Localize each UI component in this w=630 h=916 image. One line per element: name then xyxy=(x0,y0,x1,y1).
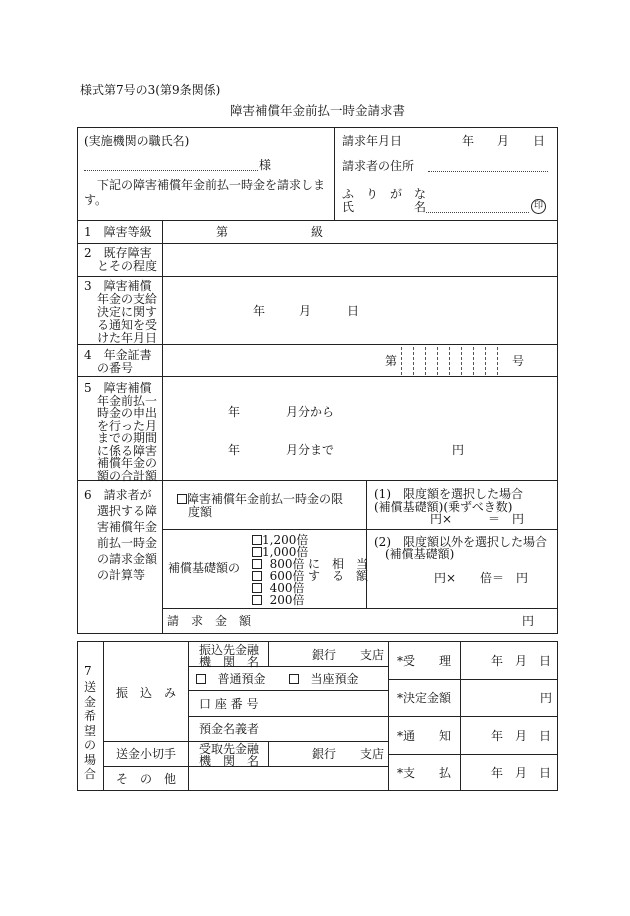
rule xyxy=(162,529,558,530)
shiharai-label: *支 払 xyxy=(397,766,452,780)
row6-label-line5: の請求金額 xyxy=(97,552,158,566)
row3-label-line4: る通知を受 xyxy=(97,318,158,332)
mult-label: 400倍 xyxy=(269,581,305,595)
kettei-label: *決定金額 xyxy=(397,691,452,705)
opt2-line3: 円× 倍＝ 円 xyxy=(434,571,529,585)
mult-label: 800倍 xyxy=(269,557,305,571)
row6-label-line2: 選択する障 xyxy=(97,504,158,518)
rule xyxy=(77,376,558,377)
rule xyxy=(188,716,388,717)
equiv-line1: に 相 当 xyxy=(308,557,369,571)
row5-label-line2: 年金前払一 xyxy=(97,393,158,408)
request-text-line1: 下記の障害補償年金前払一時金を請求しま xyxy=(97,178,326,192)
row5-from-year: 年 xyxy=(228,405,241,419)
row5-to-month: 月分まで xyxy=(286,443,335,457)
mult-checkbox[interactable] xyxy=(252,595,262,605)
furikomi-bank-label-line1: 振込先金融 xyxy=(199,643,260,657)
cert-digit-box[interactable] xyxy=(497,347,498,375)
row6-label-line1: 6 請求者が xyxy=(84,488,152,502)
juri-date: 年 月 日 xyxy=(491,654,552,668)
mult-checkbox[interactable] xyxy=(252,559,262,569)
name-label: 氏 名 xyxy=(342,200,427,214)
tsuchi-label: *通 知 xyxy=(397,729,452,743)
request-text-line2: す。 xyxy=(84,193,108,207)
row1-label: 1 障害等級 xyxy=(84,225,152,239)
kettei-yen: 円 xyxy=(540,691,553,705)
opt1-line3: 円× ＝ 円 xyxy=(430,512,525,526)
institution-label: (実施機関の職氏名) xyxy=(84,134,190,148)
furikomi-bank-label-line2: 機 関 名 xyxy=(199,655,260,669)
cert-digit-box[interactable] xyxy=(485,347,486,375)
opt1-line2: (補償基礎額)(乗ずべき数) xyxy=(374,500,513,514)
juri-label: *受 理 xyxy=(397,654,452,668)
rule xyxy=(366,480,367,608)
mult-checkbox[interactable] xyxy=(252,571,262,581)
rule xyxy=(103,641,104,791)
opt2-line1: (2) 限度額以外を選択した場合 xyxy=(374,535,547,549)
cert-digit-box[interactable] xyxy=(401,347,402,375)
rule xyxy=(268,741,269,766)
tsuchi-date: 年 月 日 xyxy=(491,729,552,743)
mult-label: 1,000倍 xyxy=(262,545,309,559)
futsu-option[interactable] xyxy=(196,672,265,686)
row3-label-line1: 3 障害補償 xyxy=(84,279,152,293)
receive-bank-label-line2: 機 関 名 xyxy=(199,754,260,768)
section7-number: 7 xyxy=(84,664,92,678)
row5-label-line4: を行った月 xyxy=(97,418,158,433)
opt2-line2: (補償基礎額) xyxy=(385,547,455,561)
rule xyxy=(388,716,558,717)
row3-month: 月 xyxy=(299,304,312,318)
row6-label-line6: の計算等 xyxy=(97,568,146,582)
toza-label: 当座預金 xyxy=(310,672,359,686)
row2-label-line2: とその程度 xyxy=(97,259,158,273)
account-number-label: 口 座 番 号 xyxy=(199,697,259,711)
section7-title: 送金希望の場合 xyxy=(83,680,96,781)
shiharai-date: 年 月 日 xyxy=(491,766,552,780)
row5-label-line3: 時金の申出 xyxy=(97,406,158,420)
furigana-label: ふ り が な xyxy=(342,187,427,201)
request-date-label: 請求年月日 xyxy=(342,134,403,148)
mult-option[interactable] xyxy=(252,593,305,607)
mult-label: 1,200倍 xyxy=(262,533,309,547)
toza-checkbox[interactable] xyxy=(289,674,299,684)
row3-label-line3: 決定に関す xyxy=(97,305,158,319)
claim-amount-yen: 円 xyxy=(522,614,535,628)
cert-digit-box[interactable] xyxy=(449,347,450,375)
cert-digit-box[interactable] xyxy=(473,347,474,375)
rule xyxy=(388,679,558,680)
rule xyxy=(77,276,558,277)
rule xyxy=(334,127,335,220)
toza-option[interactable] xyxy=(289,672,358,686)
branch2-label: 支店 xyxy=(360,747,385,761)
row5-total-yen: 円 xyxy=(452,443,465,457)
mult-checkbox[interactable] xyxy=(252,547,262,557)
row5-label-line1: 5 障害補償 xyxy=(84,381,152,395)
sama-label: 様 xyxy=(259,158,272,172)
row1-dai: 第 xyxy=(216,225,229,239)
rule xyxy=(77,243,558,244)
check-label: 送金小切手 xyxy=(116,747,177,761)
row5-label-line7: 補償年金の xyxy=(97,456,158,470)
date-year: 年 xyxy=(462,134,475,148)
cert-digit-box[interactable] xyxy=(461,347,462,375)
account-name-label: 預金名義者 xyxy=(199,722,260,736)
mult-label: 600倍 xyxy=(269,569,305,583)
row3-label-line2: 年金の支給 xyxy=(97,292,158,306)
claim-amount-label: 請 求 金 額 xyxy=(167,614,252,628)
date-month: 月 xyxy=(497,134,510,148)
date-day: 日 xyxy=(533,134,546,148)
row3-label-line5: けた年月日 xyxy=(97,331,158,345)
rule xyxy=(388,754,558,755)
cert-digit-box[interactable] xyxy=(413,347,414,375)
equiv-line2: す る 額 xyxy=(308,569,369,583)
row5-label-line5: までの期間 xyxy=(97,431,158,445)
row4-label-line2: の番号 xyxy=(97,361,134,375)
row6-label-line3: 害補償年金 xyxy=(97,520,158,534)
branch-label: 支店 xyxy=(360,648,385,662)
seal-icon: 印 xyxy=(531,199,546,214)
row5-to-year: 年 xyxy=(228,443,241,457)
limit-label-line1: 障害補償年金前払一時金の限 xyxy=(187,492,344,506)
form-title: 障害補償年金前払一時金請求書 xyxy=(230,103,406,118)
row2-label-line1: 2 既存障害 xyxy=(84,246,152,260)
futsu-label: 普通預金 xyxy=(217,672,266,686)
name-field[interactable] xyxy=(426,212,529,213)
rule xyxy=(162,220,163,634)
bank-label: 銀行 xyxy=(312,648,337,662)
mult-label: 200倍 xyxy=(269,593,305,607)
address-label: 請求者の住所 xyxy=(342,159,415,173)
row1-kyu: 級 xyxy=(311,225,324,239)
rule xyxy=(268,641,269,666)
receive-bank-label-line1: 受取先金融 xyxy=(199,742,260,756)
mult-checkbox[interactable] xyxy=(252,535,262,545)
cert-digit-box[interactable] xyxy=(437,347,438,375)
cert-digit-box[interactable] xyxy=(425,347,426,375)
row4-go: 号 xyxy=(512,354,525,368)
rule xyxy=(188,690,388,691)
row3-day: 日 xyxy=(347,304,360,318)
furikomi-label: 振 込 み xyxy=(116,686,177,700)
limit-label-line2: 度額 xyxy=(188,505,213,519)
futsu-checkbox[interactable] xyxy=(196,674,206,684)
institution-name-field[interactable] xyxy=(84,170,258,171)
row5-from-month: 月分から xyxy=(286,405,335,419)
limit-checkbox[interactable] xyxy=(177,494,187,504)
row6-label-line4: 前払一時金 xyxy=(97,536,158,550)
bank2-label: 銀行 xyxy=(312,747,337,761)
address-field[interactable] xyxy=(428,171,548,172)
form-number: 様式第7号の3(第9条関係) xyxy=(80,83,221,97)
row4-label-line1: 4 年金証書 xyxy=(84,348,152,362)
rule xyxy=(77,220,558,221)
row5-label-line6: に係る障害 xyxy=(97,443,158,458)
limit-option[interactable] xyxy=(177,492,343,506)
row3-year: 年 xyxy=(253,304,266,318)
opt1-line1: (1) 限度額を選択した場合 xyxy=(374,487,523,501)
row5-label-line8: 額の合計額 xyxy=(97,468,158,483)
mult-checkbox[interactable] xyxy=(252,583,262,593)
base-amount-label: 補償基礎額の xyxy=(168,561,241,575)
rule xyxy=(162,608,558,609)
row4-dai: 第 xyxy=(385,354,398,368)
other-label: そ の 他 xyxy=(116,772,177,786)
